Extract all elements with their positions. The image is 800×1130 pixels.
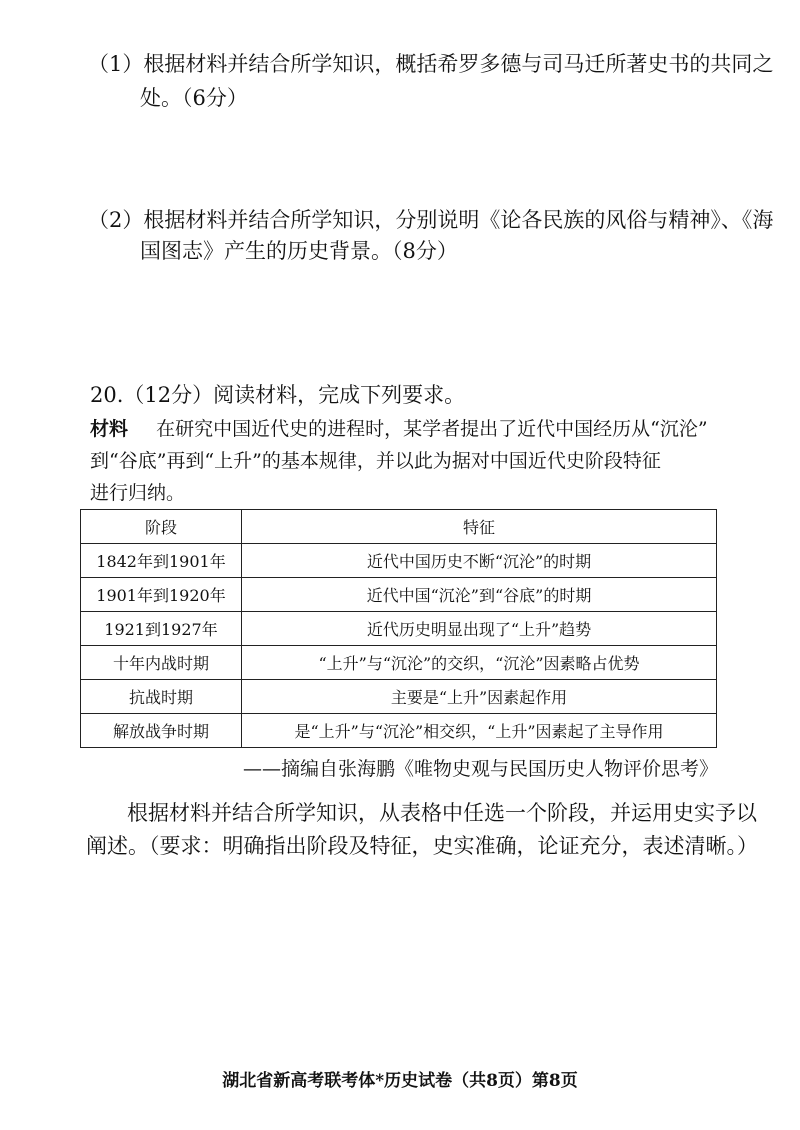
header-feature: 特征 [242, 510, 717, 544]
page-footer: 湖北省新高考联考体*历史试卷（共8页）第8页 [222, 1071, 578, 1091]
material-line2: 到“谷底”再到“上升”的基本规律，并以此为据对中国近代史阶段特征 [90, 450, 661, 472]
stage-cell: 抗战时期 [81, 680, 242, 714]
task-line1: 根据材料并结合所学知识，从表格中任选一个阶段，并运用史实予以 [127, 801, 757, 825]
material-text-1: 在研究中国近代史的进程时，某学者提出了近代中国经历从“沉沦” [156, 418, 708, 440]
table-row [81, 714, 717, 748]
header-stage: 阶段 [81, 510, 242, 544]
stage-cell: 1921到1927年 [81, 612, 242, 646]
stage-cell: 十年内战时期 [81, 646, 242, 680]
stage-cell: 1901年到1920年 [81, 578, 242, 612]
table-row [81, 578, 717, 612]
material-line1 [90, 415, 708, 443]
stage-cell: 解放战争时期 [81, 714, 242, 748]
q1-line1: （1）根据材料并结合所学知识，概括希罗多德与司马迁所著史书的共同之 [88, 52, 774, 76]
feature-cell: 近代中国历史不断“沉沦”的时期 [242, 544, 717, 578]
table-row [81, 612, 717, 646]
q2-line1: （2）根据材料并结合所学知识，分别说明《论各民族的风俗与精神》、《海 [88, 208, 774, 232]
q1-line2: 处。（6分） [140, 86, 248, 110]
table-row [81, 680, 717, 714]
table-row [81, 646, 717, 680]
feature-cell: 是“上升”与“沉沦”相交织，“上升”因素起了主导作用 [242, 714, 717, 748]
table-header-row [81, 510, 717, 544]
stage-table [80, 509, 717, 748]
q20-header: 20.（12分）阅读材料，完成下列要求。 [90, 383, 466, 407]
material-line3: 进行归纳。 [90, 482, 186, 504]
task-line2: 阐述。（要求：明确指出阶段及特征，史实准确，论证充分，表述清晰。） [86, 834, 758, 858]
stage-cell: 1842年到1901年 [81, 544, 242, 578]
q2-line2: 国图志》产生的历史背景。（8分） [140, 239, 458, 263]
material-source: ——摘编自张海鹏《唯物史观与民国历史人物评价思考》 [242, 758, 718, 780]
table-row [81, 544, 717, 578]
feature-cell: “上升”与“沉沦”的交织，“沉沦”因素略占优势 [242, 646, 717, 680]
material-label: 材料 [90, 418, 129, 440]
feature-cell: 近代历史明显出现了“上升”趋势 [242, 612, 717, 646]
feature-cell: 近代中国“沉沦”到“谷底”的时期 [242, 578, 717, 612]
feature-cell: 主要是“上升”因素起作用 [242, 680, 717, 714]
